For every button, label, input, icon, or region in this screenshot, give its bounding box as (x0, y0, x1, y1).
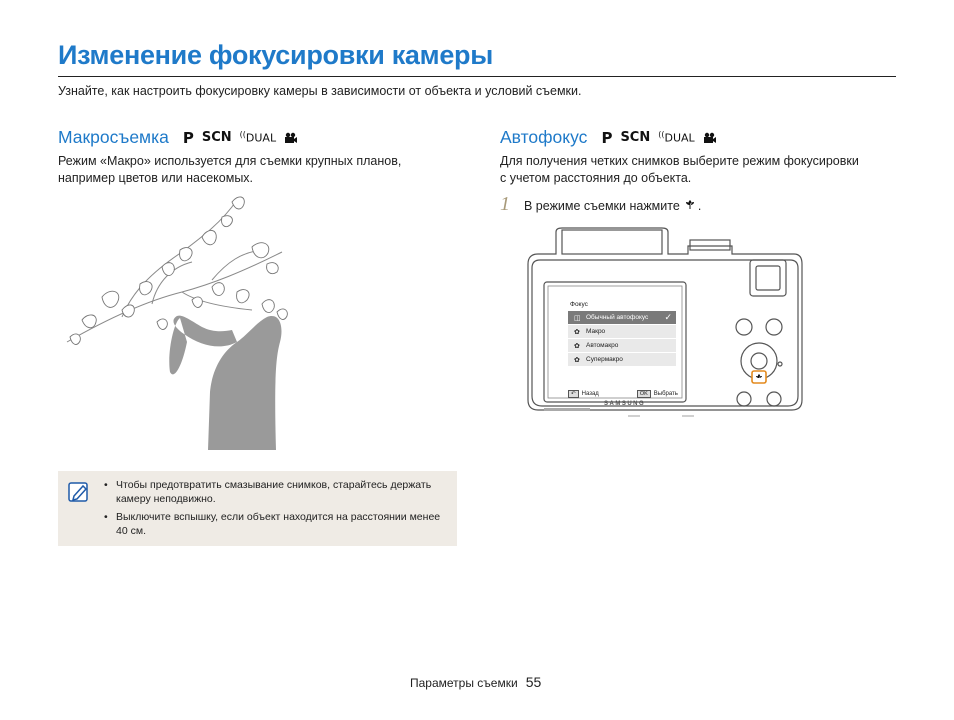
program-mode-icon: P (601, 128, 613, 147)
menu-footer (568, 388, 718, 399)
scene-mode-icon: SCN (620, 130, 651, 145)
movie-mode-icon (284, 132, 298, 144)
menu-item-normal-af[interactable]: ◫ Обычный автофокус ✓ (568, 311, 676, 324)
macro-mode-icons (183, 129, 298, 147)
select-label: Выбрать (653, 390, 678, 397)
footer-section-label: Параметры съемки (410, 676, 518, 690)
menu-item-super-macro[interactable]: ✿ Супермакро (568, 353, 676, 366)
autofocus-text-line: Для получения четких снимков выберите режим фокусировки (500, 154, 859, 168)
macro-heading (58, 127, 298, 148)
super-macro-icon: ✿ (574, 356, 580, 364)
macro-description (58, 153, 401, 186)
normal-af-icon: ◫ (574, 314, 581, 322)
note-item: • Выключите вспышку, если объект находится на расстоянии менее 40 см. (104, 510, 449, 538)
menu-item-auto-macro[interactable]: ✿ Автомакро (568, 339, 676, 352)
page-subtitle: Узнайте, как настроить фокусировку камеры в зависимости от объекта и условий съемки. (58, 84, 582, 98)
macro-heading-text: Макросъемка (58, 127, 169, 147)
check-icon: ✓ (664, 312, 672, 322)
program-mode-icon: P (182, 128, 194, 147)
macro-text-line: Режим «Макро» используется для съемки крупных планов, (58, 154, 402, 168)
title-divider (58, 76, 896, 77)
dual-is-mode-icon: ((DUAL (658, 130, 695, 145)
auto-macro-icon: ✿ (574, 342, 580, 350)
menu-item-macro[interactable]: ✿ Макро (568, 325, 676, 338)
page-title: Изменение фокусировки камеры (58, 40, 493, 70)
brand-logo: SAMSUNG (604, 401, 646, 407)
dual-is-mode-icon: ((DUAL (239, 130, 277, 145)
back-icon: ↶ (568, 390, 579, 398)
page-footer (410, 674, 541, 690)
focus-menu-header: Фокус (570, 301, 588, 308)
note-item: • Чтобы предотвратить смазывание снимков, старайтесь держать камеру неподвижно. (104, 478, 449, 506)
scene-mode-icon: SCN (201, 130, 232, 145)
back-label: Назад (581, 390, 599, 397)
page-number: 55 (525, 674, 542, 690)
autofocus-heading (500, 127, 717, 148)
autofocus-heading-text: Автофокус (500, 127, 588, 147)
macro-illustration (62, 192, 297, 450)
note-list (104, 478, 449, 542)
macro-text-line: например цветов или насекомых. (58, 170, 254, 185)
macro-flower-icon: ✿ (574, 328, 580, 336)
autofocus-mode-icons (601, 129, 716, 147)
autofocus-description (500, 153, 859, 186)
step-1: 1 В режиме съемки нажмите . (500, 193, 702, 215)
step-number: 1 (500, 193, 510, 215)
autofocus-text-line: с учетом расстояния до объекта. (500, 170, 692, 185)
note-pencil-icon (68, 481, 90, 503)
note-box (58, 471, 457, 546)
focus-menu (568, 300, 678, 397)
movie-mode-icon (703, 132, 717, 144)
macro-flower-icon (684, 197, 696, 215)
camera-illustration (522, 224, 804, 424)
ok-icon: OK (637, 390, 651, 398)
step-text: В режиме съемки нажмите (524, 199, 680, 213)
